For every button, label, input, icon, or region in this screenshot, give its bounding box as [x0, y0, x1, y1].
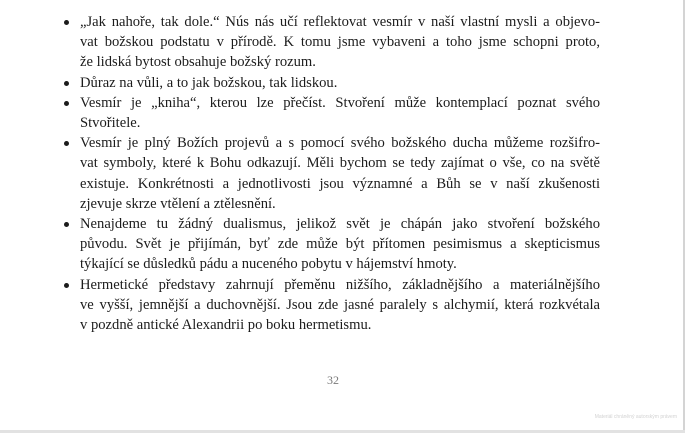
text-line: Hermetické představy zahrnují přeměnu nižšího, základnějšího a materiálnějšího: [80, 276, 600, 293]
text-line: původu. Svět je přijímán, byť zde může být přítomen pesimismus a skepticismus: [80, 236, 600, 253]
text-line: Vesmír je plný Božích projevů a s pomocí svého božského ducha můžeme rozšifro-: [80, 135, 600, 152]
bullet-icon: [64, 101, 69, 106]
bullet-icon: [64, 81, 69, 86]
copyright-watermark: Materiál chráněný autorským právem: [594, 414, 677, 420]
list-item: [80, 93, 600, 133]
text-line: zjevuje skrze vtělení a ztělesnění.: [80, 195, 276, 212]
bullet-icon: [64, 222, 69, 227]
text-line: Nenajdeme tu žádný dualismus, jelikož svět je chápán jako stvoření božského: [80, 216, 600, 233]
bullet-icon: [64, 141, 69, 146]
text-line: týkající se důsledků pádu a nuceného pobytu v hájemství hmoty.: [80, 256, 457, 273]
text-line: v pozdně antické Alexandrii po boku hermetismu.: [80, 317, 372, 334]
text-line: Stvořitele.: [80, 115, 141, 132]
bullet-icon: [64, 20, 69, 25]
text-line: Důraz na vůli, a to jak božskou, tak lidskou.: [80, 74, 338, 91]
list-item: [80, 275, 600, 336]
bullet-list: [80, 12, 600, 335]
page-number: 32: [327, 373, 339, 387]
text-line: vat božskou podstatu v přírodě. K tomu jsme vybaveni a toho jsme schopni proto,: [80, 34, 600, 51]
text-line: existuje. Konkrétnosti a jednotlivosti jsou významné a Bůh se v naší zkušenosti: [80, 175, 600, 192]
list-item: [80, 73, 600, 93]
text-line: ve vyšší, jemnější a duchovnější. Jsou zde jasné paralely s alchymií, která rozkvétala: [80, 296, 600, 313]
list-item: [80, 12, 600, 73]
bullet-icon: [64, 283, 69, 288]
list-item: [80, 214, 600, 275]
text-line: „Jak nahoře, tak dole.“ Nús nás učí reflektovat vesmír v naší vlastní mysli a objevo-: [80, 14, 600, 30]
text-line: že lidská bytost obsahuje božský rozum.: [80, 54, 316, 71]
list-item: [80, 133, 600, 214]
text-line: Vesmír je „kniha“, kterou lze přečíst. Stvoření může kontemplací poznat svého: [80, 94, 600, 111]
text-line: vat symboly, které k Bohu odkazují. Měli bychom se tedy zajímat o vše, co na světě: [80, 155, 600, 172]
